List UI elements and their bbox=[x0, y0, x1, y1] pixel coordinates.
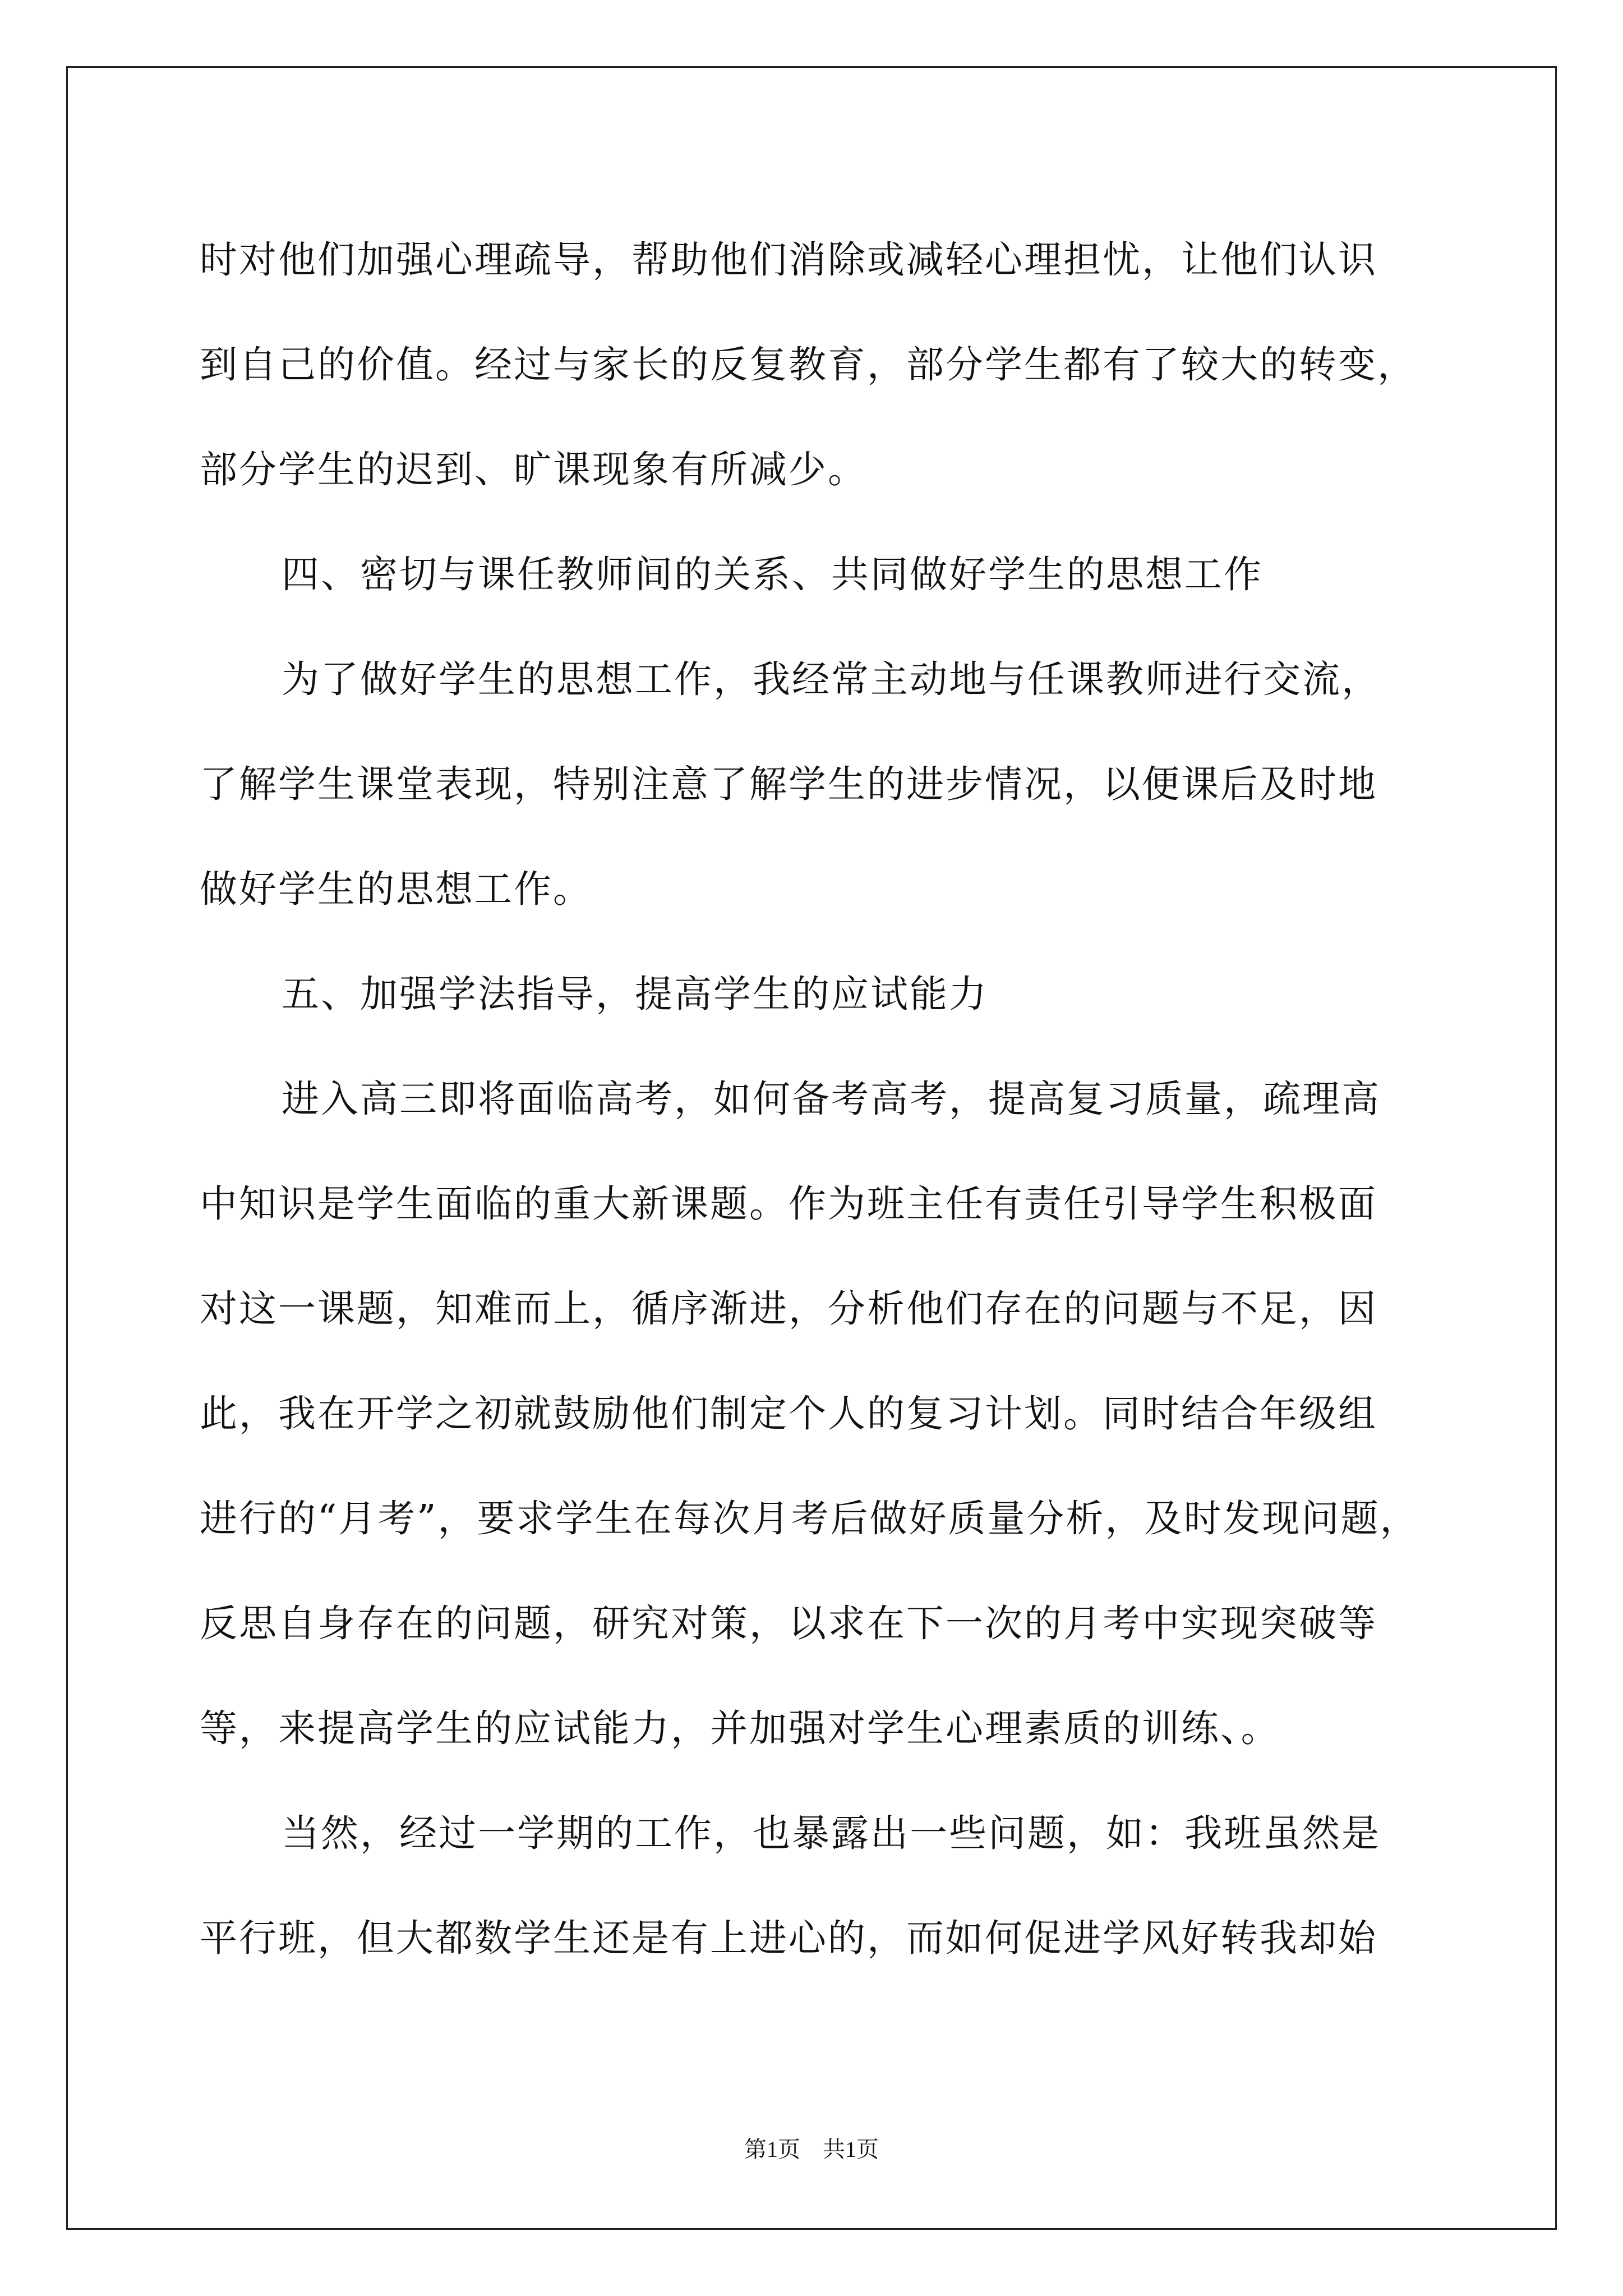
text-line: 进入高三即将面临高考，如何备考高考，提高复习质量，疏理高 bbox=[282, 1077, 1381, 1121]
text-line: 时对他们加强心理疏导，帮助他们消除或减轻心理担忧，让他们认识 bbox=[200, 238, 1377, 282]
section-heading: 五、加强学法指导，提高学生的应试能力 bbox=[282, 972, 988, 1016]
page-number: 第1页 bbox=[744, 2137, 800, 2162]
text-line: 做好学生的思想工作。 bbox=[200, 867, 592, 911]
text-line: 进行的“月考”，要求学生在每次月考后做好质量分析，及时发现问题， bbox=[200, 1497, 1419, 1540]
text-line: 到自己的价值。经过与家长的反复教育，部分学生都有了较大的转变， bbox=[200, 343, 1417, 386]
text-line: 对这一课题，知难而上，循序渐进，分析他们存在的问题与不足，因 bbox=[200, 1287, 1377, 1331]
text-line: 了解学生课堂表现，特别注意了解学生的进步情况，以便课后及时地 bbox=[200, 762, 1377, 806]
text-line: 此，我在开学之初就鼓励他们制定个人的复习计划。同时结合年级组 bbox=[200, 1392, 1377, 1435]
text-line: 反思自身存在的问题，研究对策，以求在下一次的月考中实现突破等 bbox=[200, 1602, 1377, 1645]
section-heading: 四、密切与课任教师间的关系、共同做好学生的思想工作 bbox=[282, 553, 1263, 596]
page-total: 共1页 bbox=[823, 2137, 879, 2162]
text-line: 平行班，但大都数学生还是有上进心的，而如何促进学风好转我却始 bbox=[200, 1916, 1377, 1960]
text-line: 当然，经过一学期的工作，也暴露出一些问题，如：我班虽然是 bbox=[282, 1811, 1381, 1855]
text-line: 等，来提高学生的应试能力，并加强对学生心理素质的训练、。 bbox=[200, 1706, 1280, 1750]
text-line: 部分学生的迟到、旷课现象有所减少。 bbox=[200, 448, 867, 491]
document-body bbox=[200, 208, 1433, 1991]
text-line: 中知识是学生面临的重大新课题。作为班主任有责任引导学生积极面 bbox=[200, 1182, 1377, 1226]
page-footer bbox=[0, 2132, 1623, 2164]
text-line: 为了做好学生的思想工作，我经常主动地与任课教师进行交流， bbox=[282, 657, 1381, 701]
